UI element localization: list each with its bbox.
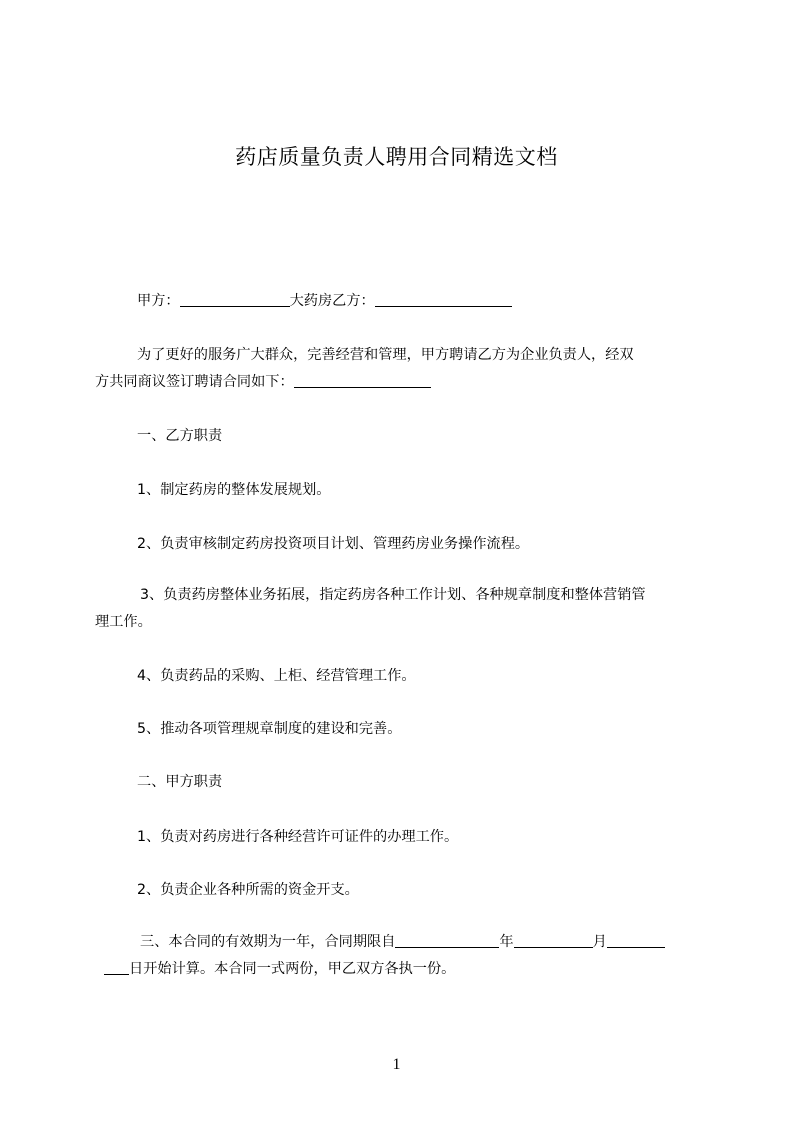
intro-line-2 [95,371,431,393]
section-3-line-1 [140,931,665,953]
intro-blank [294,373,431,388]
section-2-item-2: 2、负责企业各种所需的资金开支。 [137,882,359,898]
start-day-blank-part-1 [607,933,665,948]
section-3-prefix: 三、本合同的有效期为一年，合同期限自 [140,934,396,950]
section-1-heading: 一、乙方职责 [137,428,223,444]
document-title: 药店质量负责人聘用合同精选文档 [235,145,558,169]
party-b-blank [375,292,512,307]
section-1-item-4: 4、负责药品的采购、上柜、经营管理工作。 [137,668,416,684]
section-1-item-3-line-2: 理工作。 [95,614,152,630]
section-2-heading: 二、甲方职责 [137,774,223,790]
section-1-item-1: 1、制定药房的整体发展规划。 [137,482,331,498]
intro-line-1: 为了更好的服务广大群众，完善经营和管理，甲方聘请乙方为企业负责人，经双 [137,347,634,363]
party-a-label: 甲方： [137,293,180,309]
section-3-suffix: 日开始计算。本合同一式两份，甲乙双方各执一份。 [129,961,456,977]
section-1-item-3-line-1: 3、负责药房整体业务拓展，指定药房各种工作计划、各种规章制度和整体营销管 [140,587,646,603]
start-year-blank [395,933,499,948]
section-3-line-2 [104,958,455,980]
start-day-blank-part-2 [104,960,129,975]
party-b-label: 大药房乙方： [289,293,375,309]
month-label: 月 [592,934,607,950]
section-1-item-5: 5、推动各项管理规章制度的建设和完善。 [137,721,402,737]
section-1-item-2: 2、负责审核制定药房投资项目计划、管理药房业务操作流程。 [137,536,530,552]
parties-line [137,290,512,312]
intro-line-2-text: 方共同商议签订聘请合同如下： [95,374,294,390]
page-number: 1 [392,1056,401,1073]
year-label: 年 [499,934,514,950]
party-a-blank [180,292,290,307]
section-2-item-1: 1、负责对药房进行各种经营许可证件的办理工作。 [137,829,459,845]
start-month-blank [514,933,593,948]
